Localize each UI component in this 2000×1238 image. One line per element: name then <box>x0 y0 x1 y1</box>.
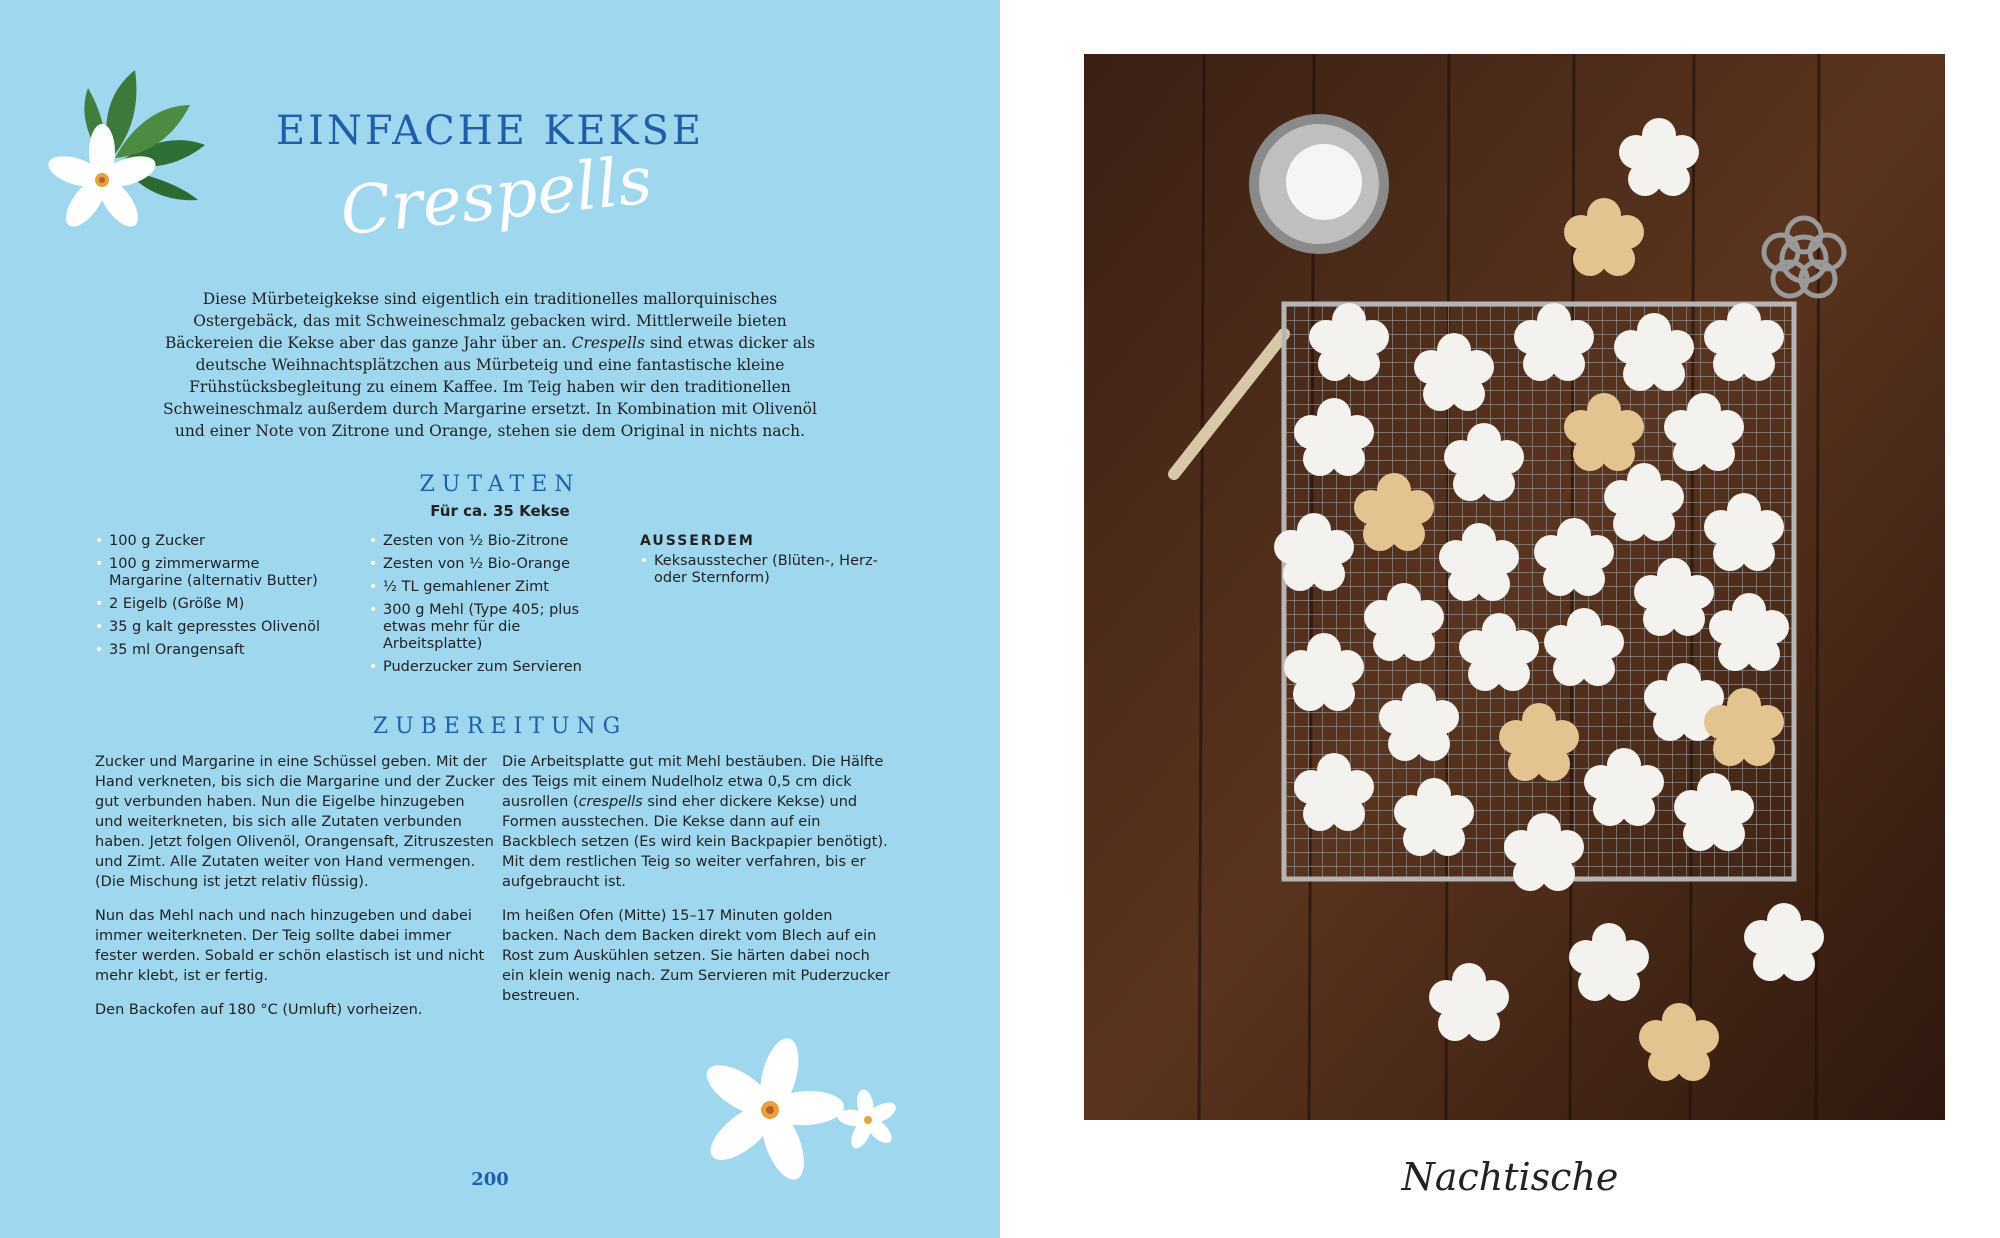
ingredients-column-1 <box>95 533 335 665</box>
flower-sprig-icon <box>40 50 210 230</box>
recipe-subtitle: Crespells <box>336 141 656 251</box>
ingredients-column-2 <box>369 533 609 682</box>
preparation-heading: ZUBEREITUNG <box>372 714 628 739</box>
preparation-column-right <box>502 752 892 1020</box>
flower-pair-icon <box>680 1025 910 1185</box>
recipe-intro: Diese Mürbeteigkekse sind eigentlich ein traditionelles mallorquinisches Ostergebäck, das mit Schweineschmalz gebacken wird. Mittlerweile bieten Bäckereien die Kekse aber das ganze Jahr über an. Crespells sind etwas dicker als deutsche Weihnachtsplätzchen aus Mürbeteig und eine fantastische kleine Frühstücksbegleitung zu einem Kaffee. Im Teig haben wir den traditionellen Schweineschmalz außerdem durch Margarine ersetzt. In Kombination mit Olivenöl und einer Note von Zitrone und Orange, stehen sie dem Original in nichts nach. <box>163 290 817 440</box>
preparation-step: Nun das Mehl nach und nach hinzugeben und dabei immer weiterkneten. Der Teig sollte dabei immer fester werden. Sobald er schön elastisch ist und nicht mehr klebt, ist er fertig. <box>95 908 485 984</box>
list-item: • 100 g zimmerwarme Margarine (alternativ Butter) <box>95 556 335 590</box>
section-name: Nachtische <box>1401 1155 1619 1199</box>
preparation-step: Die Arbeitsplatte gut mit Mehl bestäuben. Die Hälfte des Teigs mit einem Nudelholz etwa 0,5 cm dick ausrollen (crespells sind eher dickere Kekse) und Formen ausstechen. Die Kekse dann auf ein Backblech setzen (Es wird kein Backpapier benötigt). Mit dem restlichen Teig so weiter verfahren, bis er aufgebraucht ist. <box>502 754 888 890</box>
list-item: • 2 Eigelb (Größe M) <box>95 596 335 613</box>
cookies-photo <box>1084 54 1945 1120</box>
right-page <box>1000 0 2000 1238</box>
page-number: 200 <box>471 1169 509 1190</box>
recipe-title: EINFACHE KEKSE <box>275 108 705 154</box>
list-item: • 100 g Zucker <box>95 533 335 550</box>
list-item: • 300 g Mehl (Type 405; plus etwas mehr für die Arbeitsplatte) <box>369 602 609 653</box>
list-item: • 35 g kalt gepresstes Olivenöl <box>95 619 335 636</box>
list-item: • Zesten von ½ Bio-Orange <box>369 556 609 573</box>
ingredients-heading: ZUTATEN <box>419 472 581 497</box>
preparation-step: Den Backofen auf 180 °C (Umluft) vorheizen. <box>95 1002 423 1018</box>
preparation-step: Zucker und Margarine in eine Schüssel geben. Mit der Hand verkneten, bis sich die Margarine und der Zucker gut verbunden haben. Nun die Eigelbe hinzugeben und weiterkneten, bis sich alle Zutaten verbunden haben. Jetzt folgen Olivenöl, Orangensaft, Zitruszesten und Zimt. Alle Zutaten weiter von Hand vermengen. (Die Mischung ist jetzt relativ flüssig). <box>95 754 495 890</box>
preparation-column-left <box>95 752 495 1034</box>
list-item: • Puderzucker zum Servieren <box>369 659 609 676</box>
list-item: • ½ TL gemahlener Zimt <box>369 579 609 596</box>
list-item: • Keksausstecher (Blüten-, Herz- oder Sternform) <box>640 553 880 587</box>
list-item: • 35 ml Orangensaft <box>95 642 335 659</box>
servings-note: Für ca. 35 Kekse <box>430 502 570 520</box>
extra-label: AUSSERDEM <box>640 533 755 549</box>
ingredients-extra <box>640 533 880 593</box>
list-item: • Zesten von ½ Bio-Zitrone <box>369 533 609 550</box>
preparation-step: Im heißen Ofen (Mitte) 15–17 Minuten golden backen. Nach dem Backen direkt vom Blech auf ein Rost zum Auskühlen setzen. Sie härten dabei noch ein klein wenig nach. Zum Servieren mit Puderzucker bestreuen. <box>502 908 890 1004</box>
